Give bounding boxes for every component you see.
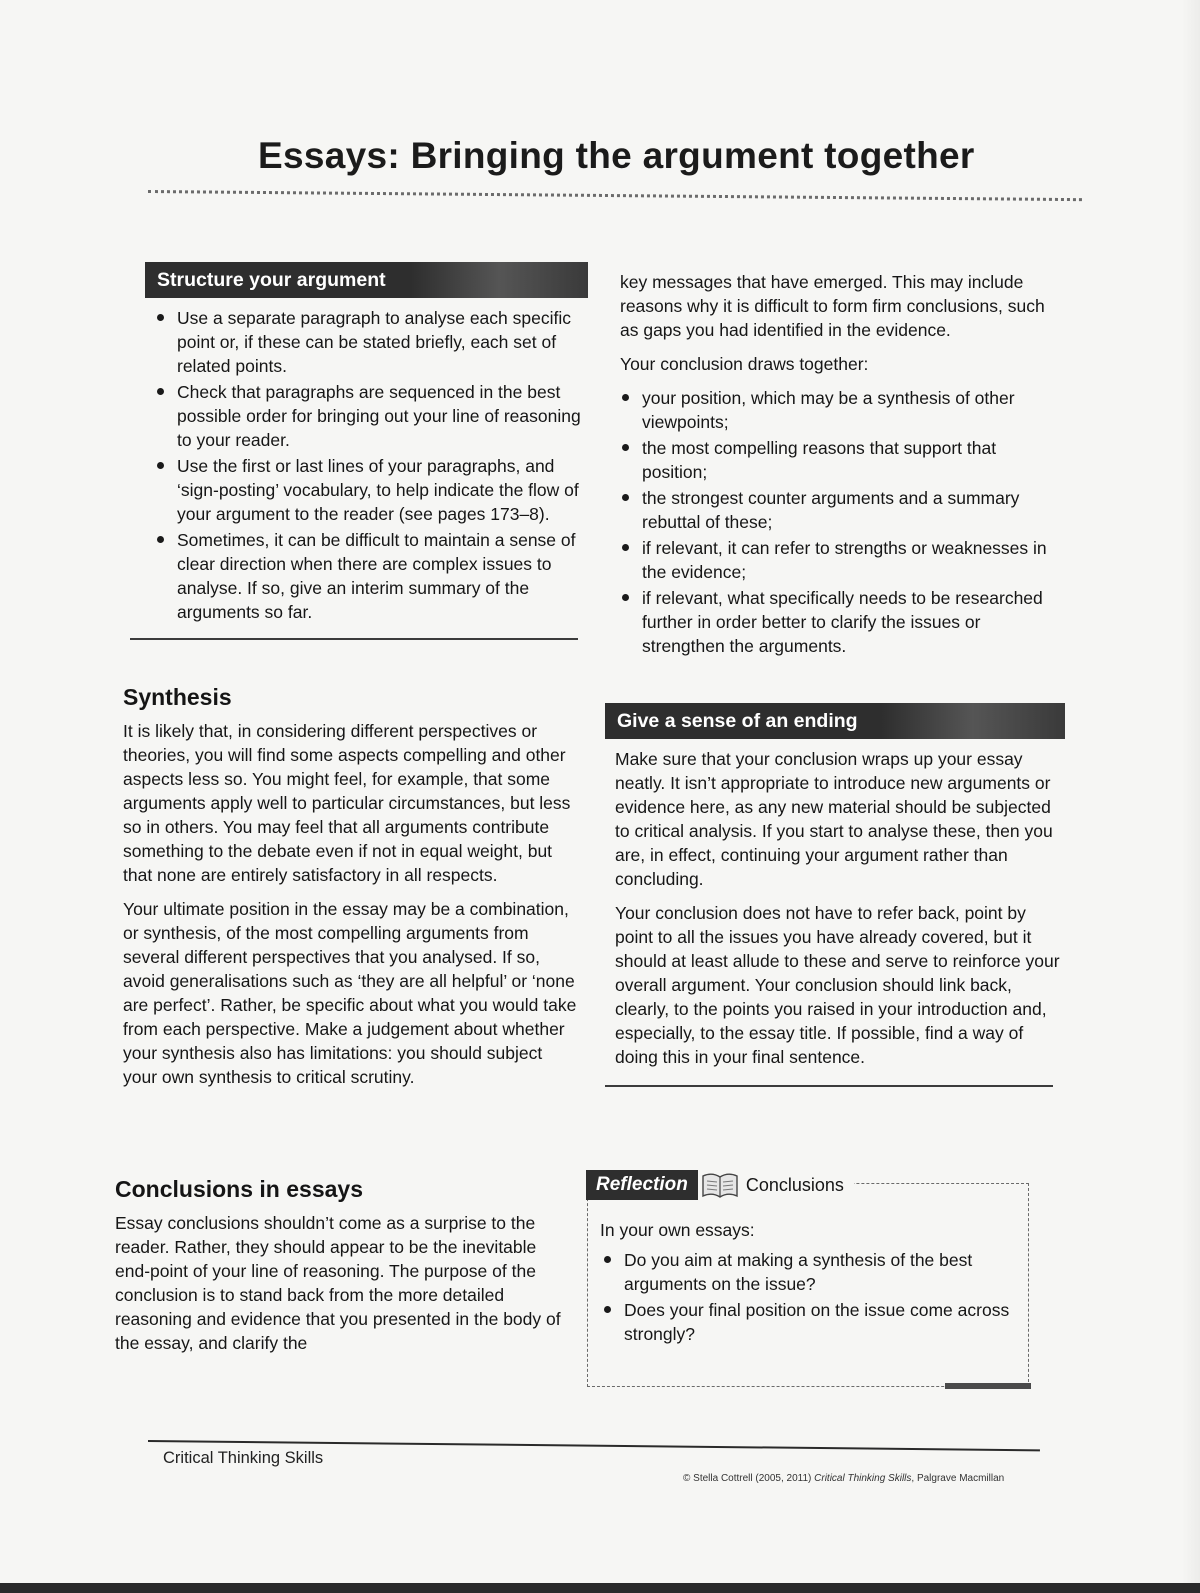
list-item: Sometimes, it can be difficult to maintain a sense of clear direction when there are complex issues to analyse. If so, give an interim summary of the arguments so far.: [177, 528, 588, 624]
conclusions-heading: Conclusions in essays: [115, 1176, 363, 1202]
title-divider: [148, 190, 1082, 201]
section-divider: [605, 1085, 1053, 1087]
list-item: Use the first or last lines of your paragraphs, and ‘sign-posting’ vocabulary, to help indicate the flow of your argument to the reader (see pages 173–8).: [177, 454, 588, 526]
list-item: Does your final position on the issue come across strongly?: [624, 1300, 1010, 1344]
reflection-intro: In your own essays:: [600, 1220, 755, 1240]
footer-copyright: [683, 1473, 1004, 1484]
scan-edge-right: [1182, 0, 1200, 1593]
structure-section: [145, 262, 588, 640]
conclusions-section: [115, 1177, 570, 1365]
synthesis-paragraph: Your ultimate position in the essay may be a combination, or synthesis, of the most compelling arguments from several different perspectives that you analysed. If so, avoid generalisations such as ‘they are all helpful’ or ‘none are perfect’. Rather, be specific about what you would take from each perspective. Make a judgement about whether your synthesis also has limitations: you should subject your own synthesis to critical scrutiny.: [123, 899, 577, 1087]
list-item: the strongest counter arguments and a summary rebuttal of these;: [642, 486, 1065, 534]
reflection-topic: Conclusions: [745, 1174, 844, 1195]
continued-paragraph: key messages that have emerged. This may include reasons why it is difficult to form firm conclusions, such as gaps you had identified in the evidence.: [620, 272, 1045, 340]
list-item: your position, which may be a synthesis of other viewpoints;: [642, 386, 1065, 434]
synthesis-section: [123, 685, 578, 1099]
reflection-header: [586, 1170, 854, 1200]
list-item: Do you aim at making a synthesis of the best arguments on the issue?: [624, 1248, 1010, 1296]
structure-list: [145, 306, 588, 624]
reflection-body: [600, 1218, 1010, 1348]
list-item: Use a separate paragraph to analyse each specific point or, if these can be stated briefly, each set of related points.: [177, 306, 588, 378]
list-item: the most compelling reasons that support that position;: [642, 436, 1065, 484]
reflection-corner-mark: [945, 1383, 1031, 1389]
list-item: Check that paragraphs are sequenced in the best possible order for bringing out your line of reasoning to your reader.: [177, 380, 588, 452]
reflection-label: Reflection: [586, 1170, 698, 1200]
copyright-suffix: , Palgrave Macmillan: [911, 1473, 1005, 1484]
scan-edge-bottom: [0, 1583, 1200, 1593]
list-item: if relevant, what specifically needs to be researched further in order better to clarify the issues or strengthen the arguments.: [642, 586, 1065, 658]
ending-paragraph: Your conclusion does not have to refer back, point by point to all the issues you have already covered, but it should at least allude to these and serve to reinforce your overall argument. Your conclusion should link back, clearly, to the points you raised in your introduction and, especially, to the essay title. If possible, find a way of doing this in your final sentence.: [615, 903, 1060, 1067]
reflection-list: [600, 1248, 1010, 1346]
section-divider: [130, 638, 578, 640]
draws-together-list: [620, 386, 1065, 658]
list-item: if relevant, it can refer to strengths or weaknesses in the evidence;: [642, 536, 1065, 584]
page-title: Essays: Bringing the argument together: [258, 135, 975, 176]
copyright-prefix: © Stella Cottrell (2005, 2011): [683, 1473, 815, 1484]
ending-heading: Give a sense of an ending: [605, 703, 1065, 739]
synthesis-paragraph: It is likely that, in considering different perspectives or theories, you will find some aspects compelling and other aspects less so. You might feel, for example, that some arguments apply well to particular circumstances, but less so in others. You may feel that all arguments contribute something to the debate even if not in equal weight, but that none are entirely satisfactory in all respects.: [123, 721, 571, 885]
footer-book-title: Critical Thinking Skills: [163, 1449, 324, 1467]
synthesis-heading: Synthesis: [123, 684, 232, 710]
conclusions-paragraph: Essay conclusions shouldn’t come as a surprise to the reader. Rather, they should appear to be the inevitable end-point of your line of reasoning. The purpose of the conclusion is to stand back from the more detailed reasoning and evidence that you presented in the body of the essay, and clarify the: [115, 1213, 561, 1353]
reflection-box: [587, 1174, 1029, 1387]
ending-section: [605, 703, 1065, 1087]
copyright-title: Critical Thinking Skills: [814, 1473, 912, 1484]
draws-together-intro: Your conclusion draws together:: [620, 354, 869, 374]
book-icon: [700, 1170, 740, 1200]
ending-paragraph: Make sure that your conclusion wraps up your essay neatly. It isn’t appropriate to introduce new arguments or evidence here, as any new material should be subjected to critical analysis. If you start to analyse these, then you are, in effect, continuing your argument rather than concluding.: [615, 749, 1053, 889]
structure-heading: Structure your argument: [145, 262, 588, 298]
conclusions-continued-section: [620, 270, 1065, 660]
